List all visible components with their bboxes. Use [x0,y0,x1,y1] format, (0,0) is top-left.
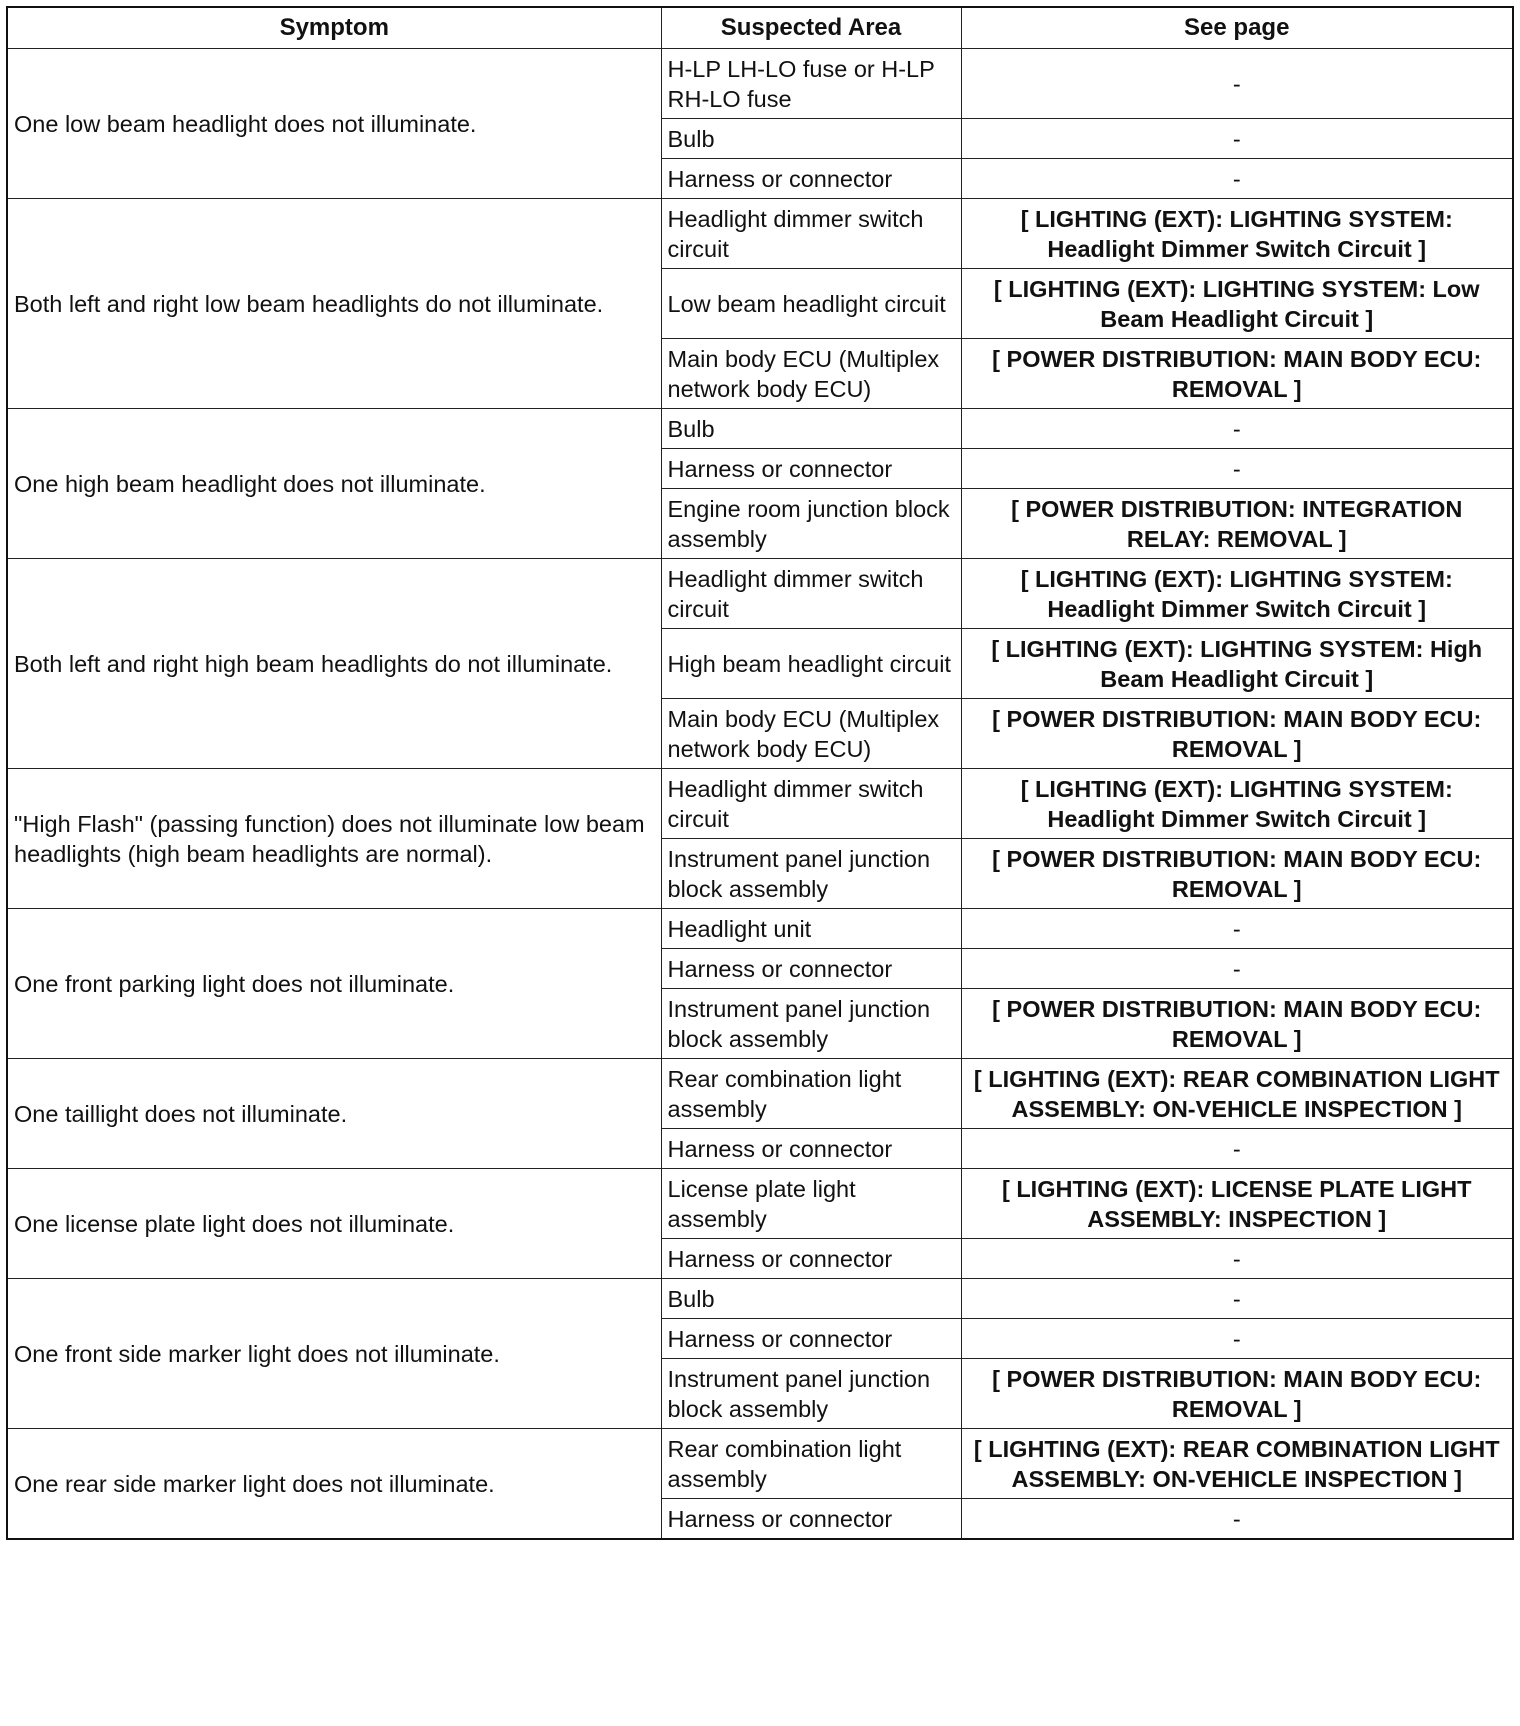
see-page-cell: - [961,159,1513,199]
see-page-cell: - [961,449,1513,489]
suspected-area-cell: Bulb [661,119,961,159]
suspected-area-cell: Harness or connector [661,1129,961,1169]
suspected-area-cell: Engine room junction block assembly [661,489,961,559]
symptom-cell: "High Flash" (passing function) does not illuminate low beam headlights (high beam headlights are normal). [7,769,661,909]
table-row [7,49,1513,119]
table-row [7,199,1513,269]
suspected-area-cell: Harness or connector [661,1499,961,1540]
header-row [7,7,1513,49]
see-page-link[interactable]: [ POWER DISTRIBUTION: MAIN BODY ECU: REMOVAL ] [961,1359,1513,1429]
suspected-area-cell: Main body ECU (Multiplex network body ECU) [661,339,961,409]
table-row [7,1279,1513,1319]
see-page-link[interactable]: [ LIGHTING (EXT): LIGHTING SYSTEM: Headlight Dimmer Switch Circuit ] [961,559,1513,629]
see-page-cell: - [961,1279,1513,1319]
suspected-area-cell: Harness or connector [661,949,961,989]
suspected-area-cell: Harness or connector [661,1319,961,1359]
suspected-area-cell: Bulb [661,409,961,449]
table-row [7,769,1513,839]
suspected-area-cell: Rear combination light assembly [661,1059,961,1129]
see-page-cell: - [961,1319,1513,1359]
see-page-link[interactable]: [ LIGHTING (EXT): LICENSE PLATE LIGHT ASSEMBLY: INSPECTION ] [961,1169,1513,1239]
suspected-area-cell: Bulb [661,1279,961,1319]
see-page-cell: - [961,1499,1513,1540]
see-page-link[interactable]: [ POWER DISTRIBUTION: MAIN BODY ECU: REMOVAL ] [961,699,1513,769]
symptom-cell: One front side marker light does not illuminate. [7,1279,661,1429]
suspected-area-cell: Headlight dimmer switch circuit [661,769,961,839]
symptom-cell: Both left and right high beam headlights do not illuminate. [7,559,661,769]
table-row [7,909,1513,949]
symptom-cell: Both left and right low beam headlights do not illuminate. [7,199,661,409]
see-page-link[interactable]: [ POWER DISTRIBUTION: MAIN BODY ECU: REMOVAL ] [961,839,1513,909]
suspected-area-cell: Headlight unit [661,909,961,949]
header-suspected-area: Suspected Area [661,7,961,49]
see-page-link[interactable]: [ LIGHTING (EXT): LIGHTING SYSTEM: Headlight Dimmer Switch Circuit ] [961,769,1513,839]
suspected-area-cell: Harness or connector [661,449,961,489]
suspected-area-cell: Harness or connector [661,1239,961,1279]
see-page-link[interactable]: [ LIGHTING (EXT): LIGHTING SYSTEM: Low Beam Headlight Circuit ] [961,269,1513,339]
see-page-link[interactable]: [ LIGHTING (EXT): REAR COMBINATION LIGHT ASSEMBLY: ON-VEHICLE INSPECTION ] [961,1429,1513,1499]
symptom-cell: One taillight does not illuminate. [7,1059,661,1169]
symptom-cell: One low beam headlight does not illuminate. [7,49,661,199]
see-page-cell: - [961,409,1513,449]
see-page-link[interactable]: [ LIGHTING (EXT): LIGHTING SYSTEM: Headlight Dimmer Switch Circuit ] [961,199,1513,269]
header-symptom: Symptom [7,7,661,49]
symptom-cell: One license plate light does not illuminate. [7,1169,661,1279]
suspected-area-cell: H-LP LH-LO fuse or H-LP RH-LO fuse [661,49,961,119]
suspected-area-cell: Main body ECU (Multiplex network body ECU) [661,699,961,769]
see-page-cell: - [961,1129,1513,1169]
see-page-cell: - [961,119,1513,159]
table-body [7,49,1513,1540]
table-row [7,1059,1513,1129]
suspected-area-cell: Headlight dimmer switch circuit [661,559,961,629]
symptom-cell: One rear side marker light does not illuminate. [7,1429,661,1540]
problem-symptoms-table [6,6,1514,1540]
symptom-cell: One high beam headlight does not illuminate. [7,409,661,559]
table-row [7,1169,1513,1239]
table-row [7,559,1513,629]
suspected-area-cell: Low beam headlight circuit [661,269,961,339]
suspected-area-cell: Rear combination light assembly [661,1429,961,1499]
suspected-area-cell: Instrument panel junction block assembly [661,1359,961,1429]
see-page-cell: - [961,909,1513,949]
suspected-area-cell: Instrument panel junction block assembly [661,989,961,1059]
see-page-link[interactable]: [ POWER DISTRIBUTION: INTEGRATION RELAY: REMOVAL ] [961,489,1513,559]
see-page-link[interactable]: [ POWER DISTRIBUTION: MAIN BODY ECU: REMOVAL ] [961,339,1513,409]
symptom-cell: One front parking light does not illuminate. [7,909,661,1059]
suspected-area-cell: Headlight dimmer switch circuit [661,199,961,269]
table-row [7,409,1513,449]
see-page-cell: - [961,49,1513,119]
see-page-link[interactable]: [ LIGHTING (EXT): REAR COMBINATION LIGHT ASSEMBLY: ON-VEHICLE INSPECTION ] [961,1059,1513,1129]
header-see-page: See page [961,7,1513,49]
table-row [7,1429,1513,1499]
see-page-link[interactable]: [ LIGHTING (EXT): LIGHTING SYSTEM: High Beam Headlight Circuit ] [961,629,1513,699]
see-page-link[interactable]: [ POWER DISTRIBUTION: MAIN BODY ECU: REMOVAL ] [961,989,1513,1059]
see-page-cell: - [961,1239,1513,1279]
suspected-area-cell: Harness or connector [661,159,961,199]
see-page-cell: - [961,949,1513,989]
suspected-area-cell: Instrument panel junction block assembly [661,839,961,909]
suspected-area-cell: High beam headlight circuit [661,629,961,699]
suspected-area-cell: License plate light assembly [661,1169,961,1239]
